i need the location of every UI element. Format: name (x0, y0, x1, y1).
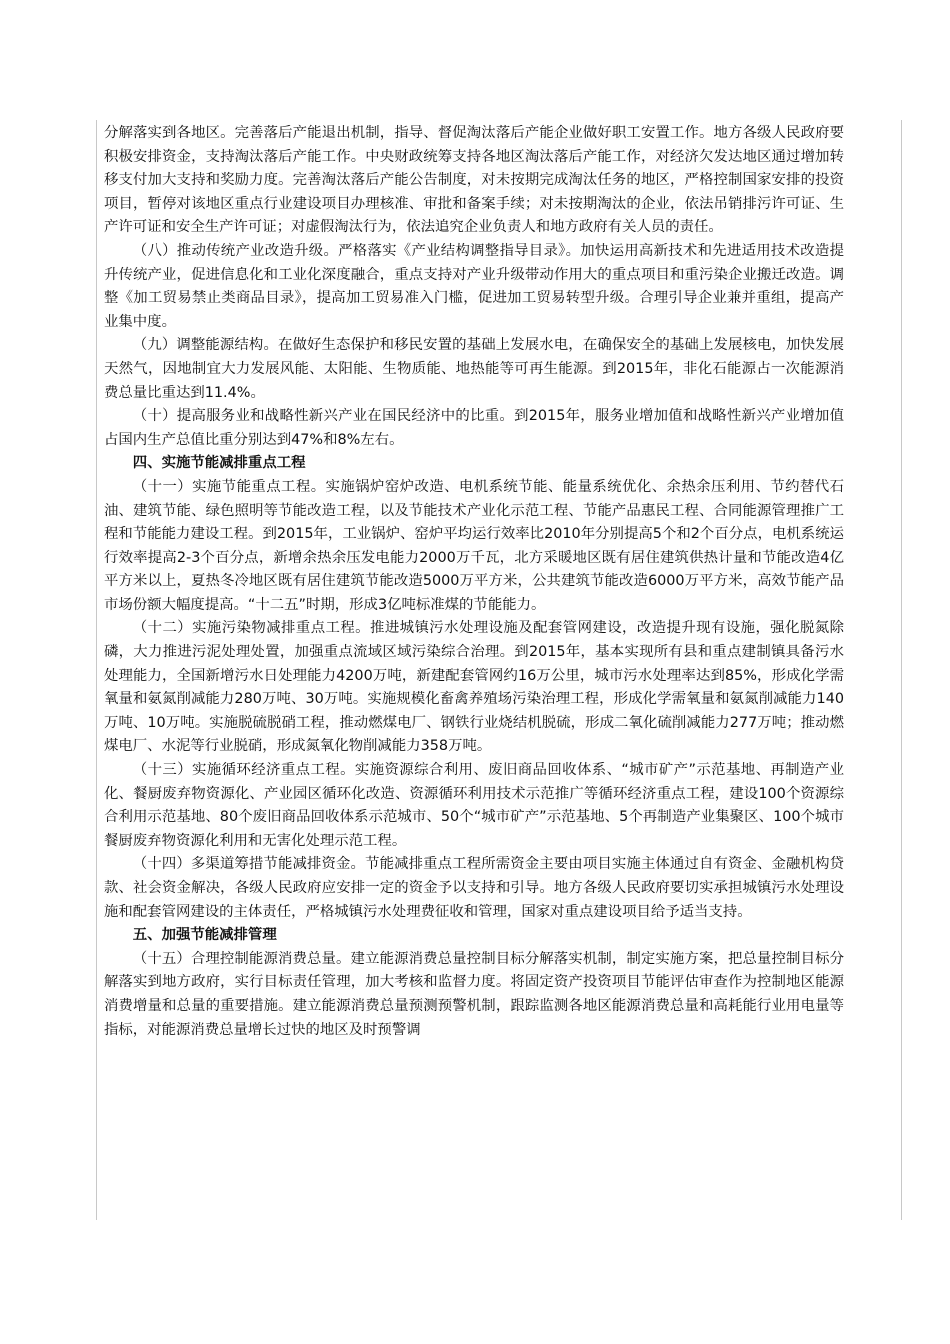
paragraph-item-14: （十四）多渠道筹措节能减排资金。节能减排重点工程所需资金主要由项目实施主体通过自有资金、金融机构贷款、社会资金解决，各级人民政府应安排一定的资金予以支持和引导。地方各级人民政府要切实承担城镇污水处理设施和配套管网建设的主体责任，严格城镇污水处理费征收和管理，国家对重点建设项目给予适当支持。 (104, 856, 844, 920)
paragraph-item-15: （十五）合理控制能源消费总量。建立能源消费总量控制目标分解落实机制，制定实施方案，把总量控制目标分解落实到地方政府，实行目标责任管理，加大考核和监督力度。将固定资产投资项目节能评估审查作为控制地区能源消费增量和总量的重要措施。建立能源消费总量预测预警机制，跟踪监测各地区能源消费总量和高耗能行业用电量等指标，对能源消费总量增长过快的地区及时预警调 (104, 950, 844, 1038)
paragraph-item-13: （十三）实施循环经济重点工程。实施资源综合利用、废旧商品回收体系、“城市矿产”示范基地、再制造产业化、餐厨废弃物资源化、产业园区循环化改造、资源循环利用技术示范推广等循环经济重点工程，建设100个资源综合利用示范基地、80个废旧商品回收体系示范城市、50个“城市矿产”示范基地、5个再制造产业集聚区、100个城市餐厨废弃物资源化利用和无害化处理示范工程。 (104, 762, 844, 849)
section-heading-5: 五、加强节能减排管理 (132, 927, 277, 944)
paragraph-item-9: （九）调整能源结构。在做好生态保护和移民安置的基础上发展水电，在确保安全的基础上发展核电，加快发展天然气，因地制宜大力发展风能、太阳能、生物质能、地热能等可再生能源。到2015年，非化石能源占一次能源消费总量比重达到11.4%。 (104, 337, 844, 401)
paragraph-item-10: （十）提高服务业和战略性新兴产业在国民经济中的比重。到2015年，服务业增加值和战略性新兴产业增加值占国内生产总值比重分别达到47%和8%左右。 (104, 408, 844, 448)
paragraph-item-8: （八）推动传统产业改造升级。严格落实《产业结构调整指导目录》。加快运用高新技术和先进适用技术改造提升传统产业，促进信息化和工业化深度融合，重点支持对产业升级带动作用大的重点项目和重污染企业搬迁改造。调整《加工贸易禁止类商品目录》，提高加工贸易准入门槛，促进加工贸易转型升级。合理引导企业兼并重组，提高产业集中度。 (104, 242, 844, 330)
section-heading-4: 四、实施节能减排重点工程 (132, 455, 306, 472)
document-body (104, 122, 844, 1042)
paragraph-item-12: （十二）实施污染物减排重点工程。推进城镇污水处理设施及配套管网建设，改造提升现有设施，强化脱氮除磷，大力推进污泥处理处置，加强重点流域区域污染综合治理。到2015年，基本实现所有县和重点建制镇具备污水处理能力，全国新增污水日处理能力4200万吨，新建配套管网约16万公里，城市污水处理率达到85%，形成化学需氧量和氨氮削减能力280万吨、30万吨。实施规模化畜禽养殖场污染治理工程，形成化学需氧量和氨氮削减能力140万吨、10万吨。实施脱硫脱硝工程，推动燃煤电厂、钢铁行业烧结机脱硫，形成二氧化硫削减能力277万吨；推动燃煤电厂、水泥等行业脱硝，形成氮氧化物削减能力358万吨。 (104, 620, 844, 755)
paragraph-item-11: （十一）实施节能重点工程。实施锅炉窑炉改造、电机系统节能、能量系统优化、余热余压利用、节约替代石油、建筑节能、绿色照明等节能改造工程，以及节能技术产业化示范工程、节能产品惠民工程、合同能源管理推广工程和节能能力建设工程。到2015年，工业锅炉、窑炉平均运行效率比2010年分别提高5个和2个百分点，电机系统运行效率提高2-3个百分点，新增余热余压发电能力2000万千瓦，北方采暖地区既有居住建筑供热计量和节能改造4亿平方米以上，夏热冬冷地区既有居住建筑节能改造5000万平方米，公共建筑节能改造6000万平方米，高效节能产品市场份额大幅度提高。“十二五”时期，形成3亿吨标准煤的节能能力。 (104, 478, 844, 613)
paragraph-continuation: 分解落实到各地区。完善落后产能退出机制，指导、督促淘汰落后产能企业做好职工安置工作。地方各级人民政府要积极安排资金，支持淘汰落后产能工作。中央财政统筹支持各地区淘汰落后产能工作，对经济欠发达地区通过增加转移支付加大支持和奖励力度。完善淘汰落后产能公告制度，对未按期完成淘汰任务的地区，严格控制国家安排的投资项目，暂停对该地区重点行业建设项目办理核准、审批和备案手续；对未按期淘汰的企业，依法吊销排污许可证、生产许可证和安全生产许可证；对虚假淘汰行为，依法追究企业负责人和地方政府有关人员的责任。 (104, 125, 844, 236)
